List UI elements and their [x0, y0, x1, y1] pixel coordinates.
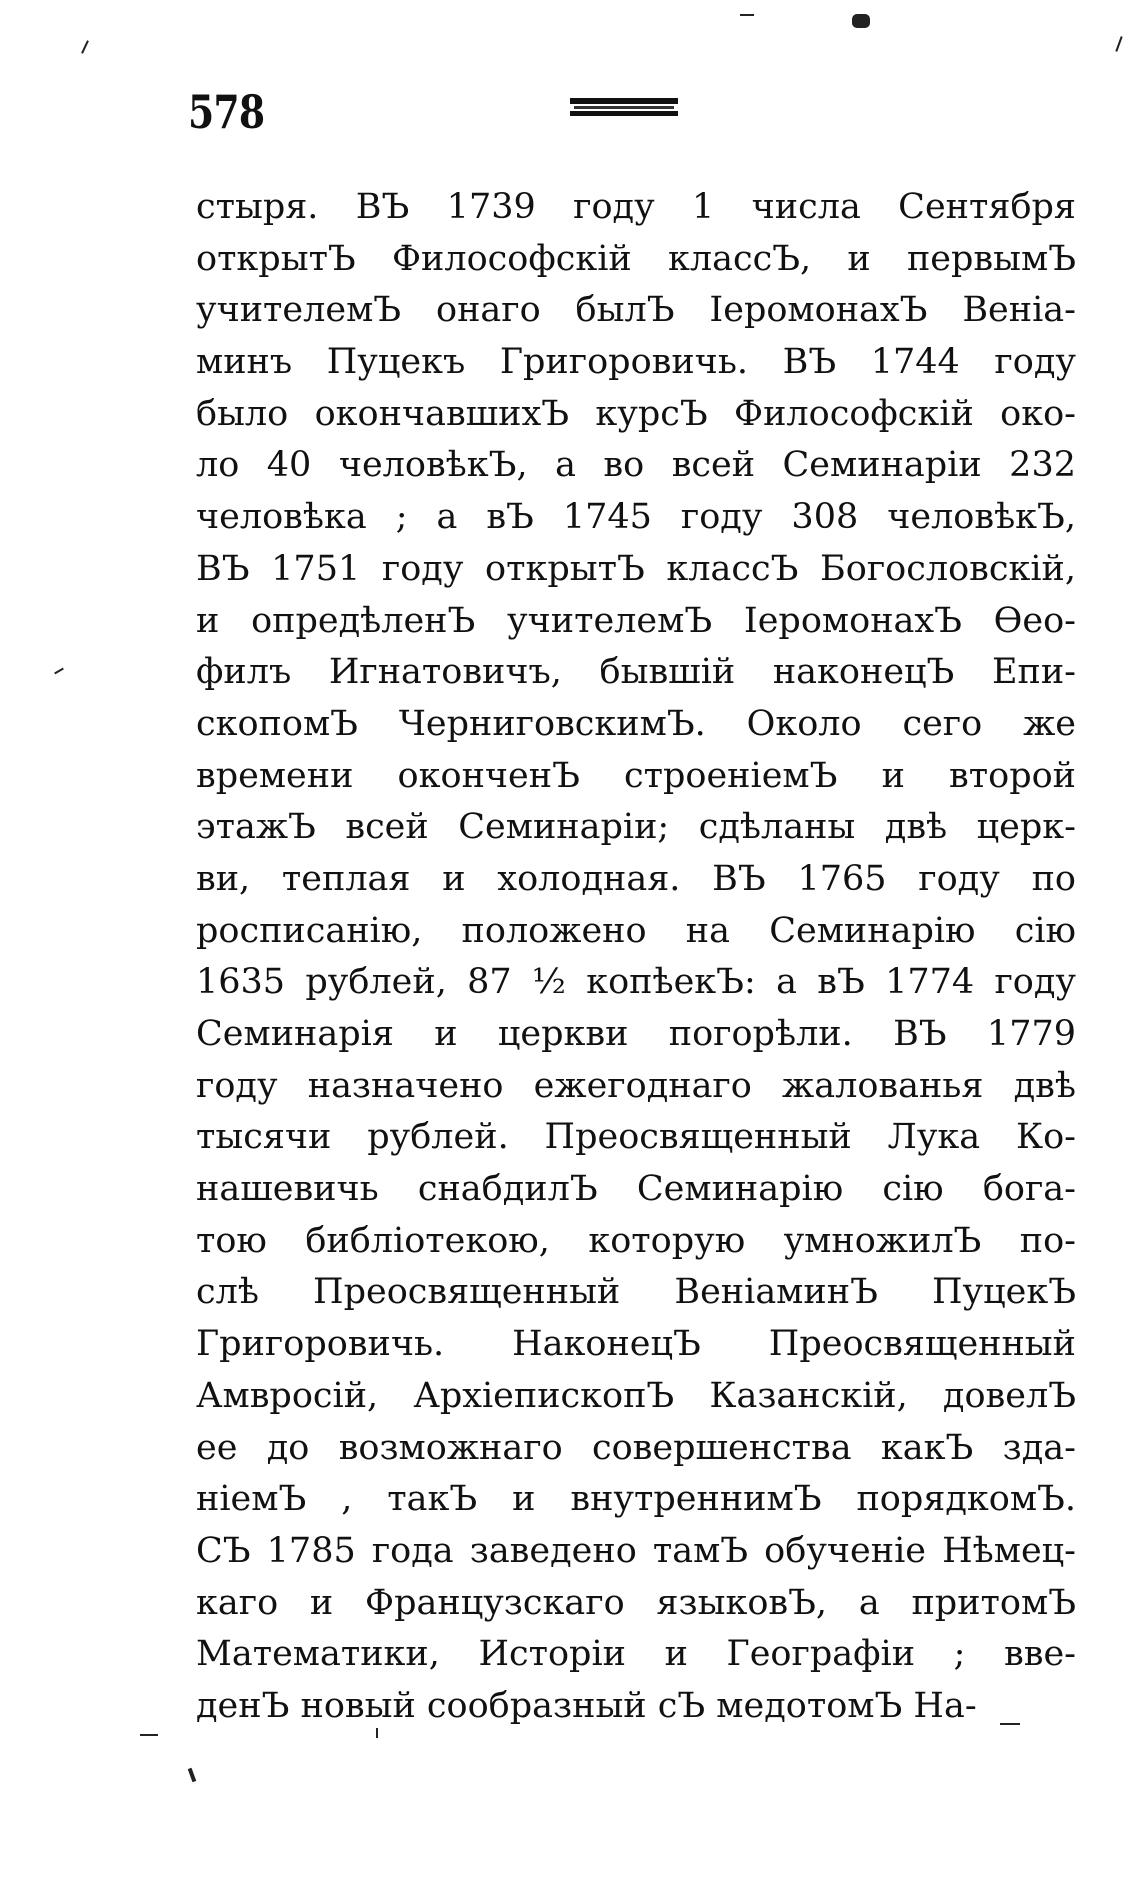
scan-speck — [376, 1728, 378, 1738]
text-line: открытЪ Философскій классЪ, и первымЪ — [196, 238, 1076, 279]
text-line: Математики, Исторіи и Географіи ; вве- — [196, 1634, 1076, 1675]
scan-speck — [1000, 1723, 1020, 1725]
scan-speck — [188, 1768, 197, 1783]
text-line: ви, теплая и холодная. ВЪ 1765 году по — [196, 858, 1076, 899]
text-line: денЪ новый сообразный сЪ медотомЪ На- — [196, 1685, 977, 1726]
text-line: и опредѣленЪ учителемЪ ІеромонахЪ Ѳео- — [196, 600, 1076, 641]
text-line: тою библіотекою, которую умножилЪ по- — [196, 1220, 1076, 1261]
text-line: росписанію, положено на Семинарію сію — [196, 910, 1076, 951]
scan-speck — [54, 668, 64, 675]
text-line: ВЪ 1751 году открытЪ классЪ Богословскій, — [196, 548, 1076, 589]
text-line: ее до возможнаго совершенства какЪ зда- — [196, 1427, 1076, 1468]
text-line: Григоровичь. НаконецЪ Преосвященный — [196, 1324, 1076, 1365]
text-line: стыря. ВЪ 1739 году 1 числа Сентября — [196, 187, 1076, 227]
text-line: году назначено ежегоднаго жалованья двѣ — [196, 1065, 1076, 1106]
text-line: учителемЪ онаго былЪ ІеромонахЪ Веніа- — [196, 290, 1076, 331]
text-line: Амвросій, АрхіепископЪ Казанскій, довелЪ — [196, 1375, 1076, 1416]
text-line: ніемЪ , такЪ и внутреннимЪ порядкомЪ. — [196, 1479, 1076, 1520]
text-line: человѣка ; а вЪ 1745 году 308 человѣкЪ, — [196, 497, 1076, 538]
page-number: 578 — [188, 85, 265, 139]
header-ornament — [570, 96, 678, 118]
text-line: Семинарія и церкви погорѣли. ВЪ 1779 — [196, 1014, 1076, 1054]
scan-speck — [81, 40, 89, 54]
text-line: тысячи рублей. Преосвященный Лука Ко- — [196, 1117, 1076, 1158]
text-line: этажЪ всей Семинаріи; сдѣланы двѣ церк- — [196, 807, 1076, 848]
scan-speck — [740, 14, 754, 16]
text-line: нашевичь снабдилЪ Семинарію сію бога- — [196, 1169, 1076, 1210]
text-line: скопомЪ ЧерниговскимЪ. Около сего же — [196, 703, 1076, 744]
text-line: ло 40 человѣкЪ, а во всей Семинаріи 232 — [196, 445, 1076, 486]
body-text — [196, 182, 1076, 1733]
scan-speck — [140, 1734, 158, 1736]
scan-speck — [1115, 36, 1122, 52]
scan-speck — [852, 14, 870, 28]
text-line: времени оконченЪ строеніемЪ и второй — [196, 755, 1076, 796]
text-line: СЪ 1785 года заведено тамЪ обученіе Нѣмец- — [196, 1530, 1076, 1571]
text-line: каго и Французскаго языковЪ, а притомЪ — [196, 1582, 1076, 1623]
text-line: слѣ Преосвященный ВеніаминЪ ПуцекЪ — [196, 1272, 1076, 1313]
text-line: 1635 рублей, 87 ½ копѣекЪ: а вЪ 1774 году — [196, 962, 1076, 1003]
text-line: филъ Игнатовичъ, бывшій наконецЪ Епи- — [196, 652, 1076, 693]
text-line: минъ Пуцекъ Григоровичь. ВЪ 1744 году — [196, 342, 1076, 383]
text-line: было окончавшихЪ курсЪ Философскій око- — [196, 393, 1076, 434]
